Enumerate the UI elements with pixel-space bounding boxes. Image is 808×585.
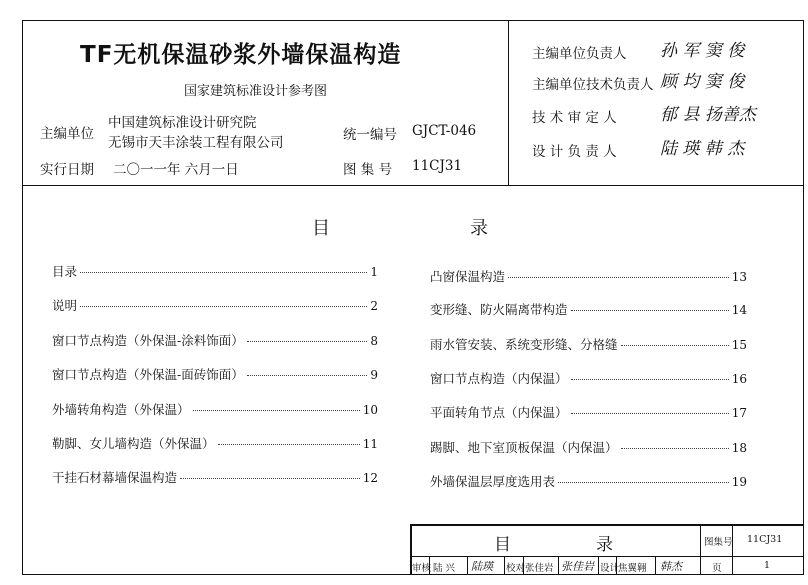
- toc-entry: [430, 369, 747, 387]
- toc-entry: [52, 468, 378, 486]
- chief-editor-line2: 无锡市天丰涂装工程有限公司: [108, 135, 284, 151]
- leader-dots: [180, 478, 360, 479]
- design-signature: 韩杰: [660, 560, 682, 573]
- toc-entry-name: 说明: [52, 298, 78, 313]
- toc-entry: [430, 300, 747, 318]
- handwritten-signature: 陆 瑛 韩 杰: [660, 139, 745, 159]
- leader-dots: [80, 306, 367, 307]
- title-block: [410, 524, 804, 575]
- chief-editor-label: 主编单位: [40, 126, 94, 142]
- design-name: 焦翼翱: [618, 563, 647, 574]
- toc-entry-name: 窗口节点构造（外保温-面砖饰面）: [52, 367, 244, 382]
- responsible-role: 主编单位负责人: [532, 46, 627, 62]
- toc-entry-name: 雨水管安装、系统变形缝、分格缝: [430, 337, 618, 352]
- leader-dots: [193, 410, 360, 411]
- toc-entry-page: 17: [731, 406, 747, 420]
- leader-dots: [247, 341, 368, 342]
- toc-entry-name: 窗口节点构造（内保温）: [430, 371, 568, 386]
- toc-entry-page: 8: [370, 334, 378, 348]
- effective-date-label: 实行日期: [40, 162, 94, 178]
- toc-entry: [52, 434, 378, 452]
- review-label: 审核: [412, 563, 432, 574]
- page-label: 页: [712, 563, 722, 574]
- leader-dots: [218, 444, 360, 445]
- review-name: 陆 兴: [433, 563, 456, 574]
- handwritten-signature: 顾 均 窦 俊: [660, 72, 745, 92]
- toc-entry: [52, 331, 378, 349]
- leader-dots: [508, 277, 729, 278]
- unified-code-label: 统一编号: [343, 127, 397, 143]
- atlas-no-value: 11CJ31: [412, 158, 463, 174]
- toc-entry-page: 14: [731, 303, 747, 317]
- responsible-role: 主编单位技术负责人: [532, 77, 654, 93]
- toc-entry-name: 干挂石材幕墙保温构造: [52, 470, 178, 485]
- toc-entry-page: 10: [362, 403, 378, 417]
- toc-entry-page: 18: [731, 441, 747, 455]
- toc-heading-left: 目: [312, 218, 330, 239]
- toc-heading-right: 录: [470, 218, 488, 239]
- title-block-title-left: 目: [494, 535, 511, 555]
- check-signature: 张佳岩: [561, 560, 594, 573]
- toc-entry-name: 平面转角节点（内保温）: [430, 405, 568, 420]
- toc-entry-name: 勒脚、女儿墙构造（外保温）: [52, 436, 215, 451]
- toc-entry-name: 目录: [52, 264, 78, 279]
- atlas-label: 图集号: [704, 537, 733, 548]
- toc-entry-page: 11: [362, 437, 378, 451]
- title-block-title-right: 录: [596, 535, 613, 555]
- toc-entry-name: 变形缝、防火隔离带构造: [430, 302, 568, 317]
- leader-dots: [80, 272, 367, 273]
- toc-entry: [430, 335, 747, 353]
- leader-dots: [621, 448, 729, 449]
- toc-entry-page: 16: [731, 372, 747, 386]
- handwritten-signature: 郁 县 扬善杰: [660, 105, 756, 125]
- toc-entry-page: 9: [370, 368, 378, 382]
- toc-entry: [52, 365, 378, 383]
- toc-entry-page: 1: [370, 265, 378, 279]
- toc-entry-name: 窗口节点构造（外保温-涂料饰面）: [52, 333, 244, 348]
- effective-date-value: 二〇一一年 六月一日: [113, 162, 239, 178]
- toc-entry: [430, 438, 747, 456]
- toc-entry-name: 外墙转角构造（外保温）: [52, 402, 190, 417]
- toc-entry: [52, 296, 378, 314]
- toc-entry: [52, 262, 378, 280]
- toc-entry-name: 外墙保温层厚度选用表: [430, 474, 556, 489]
- leader-dots: [621, 345, 729, 346]
- toc-entry-name: 凸窗保温构造: [430, 269, 506, 284]
- toc-entry-page: 15: [731, 338, 747, 352]
- toc-entry-page: 12: [362, 471, 378, 485]
- toc-entry: [430, 472, 747, 490]
- leader-dots: [571, 310, 729, 311]
- toc-entry-page: 2: [370, 299, 378, 313]
- handwritten-signature: 孙 军 窦 俊: [660, 41, 745, 61]
- toc-entry-name: 踢脚、地下室顶板保温（内保温）: [430, 440, 618, 455]
- header-divider: [508, 20, 509, 186]
- chief-editor-line1: 中国建筑标准设计研究院: [108, 115, 257, 131]
- responsible-role: 设 计 负 责 人: [532, 144, 617, 160]
- atlas-no-label: 图 集 号: [343, 162, 393, 178]
- leader-dots: [571, 379, 729, 380]
- toc-entry: [430, 267, 747, 285]
- responsible-role: 技 术 审 定 人: [532, 110, 617, 126]
- leader-dots: [247, 375, 368, 376]
- toc-entry: [52, 400, 378, 418]
- check-label: 校对: [506, 563, 526, 574]
- page-value: 1: [764, 560, 771, 571]
- toc-entry-page: 13: [731, 270, 747, 284]
- unified-code-value: GJCT-046: [412, 123, 477, 139]
- leader-dots: [558, 482, 729, 483]
- document-title: TF无机保温砂浆外墙保温构造: [80, 42, 402, 68]
- document-subtitle: 国家建筑标准设计参考图: [184, 84, 328, 99]
- leader-dots: [571, 413, 729, 414]
- check-name: 张佳岩: [525, 563, 554, 574]
- toc-entry: [430, 403, 747, 421]
- toc-entry-page: 19: [731, 475, 747, 489]
- review-signature: 陆瑛: [471, 560, 493, 573]
- atlas-value: 11CJ31: [747, 534, 783, 545]
- design-label: 设计: [600, 563, 620, 574]
